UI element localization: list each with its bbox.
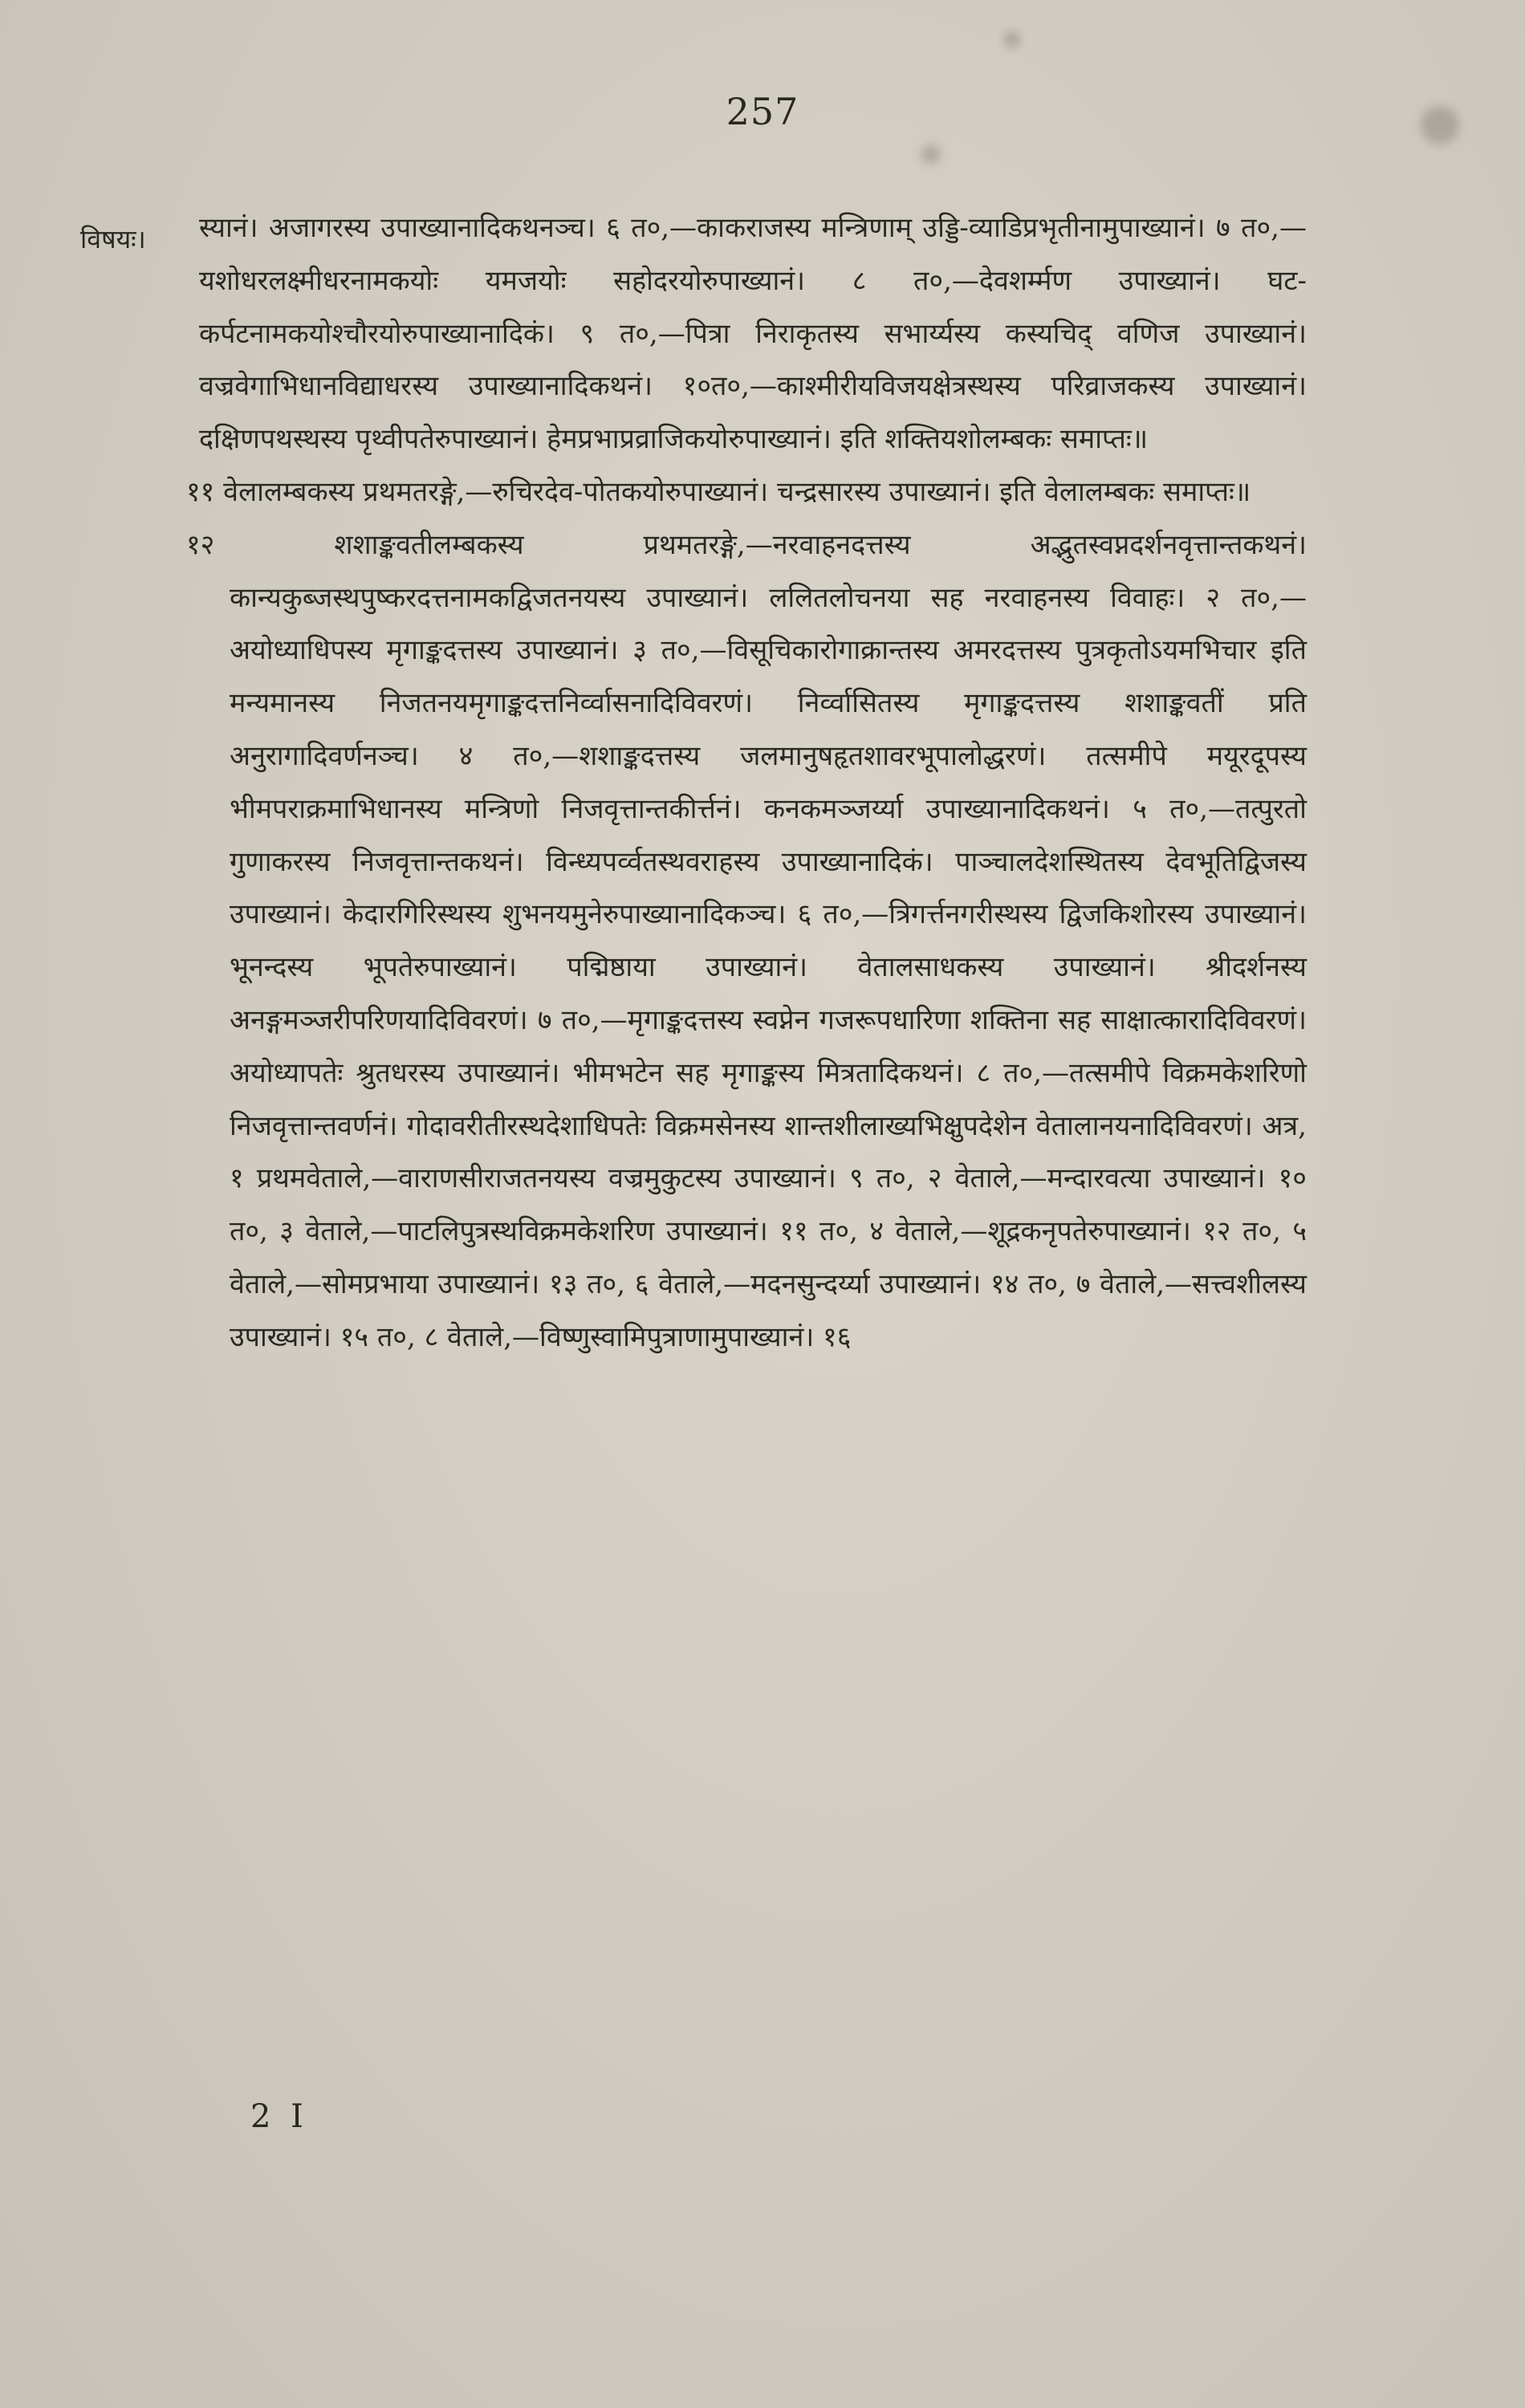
- paragraph: स्यानं। अजागरस्य उपाख्यानादिकथनञ्च। ६ त०,—काकराजस्य मन्त्रिणाम् उड्डि-व्याडिप्रभृतीनामुपाख्यानं। ७ त०,—यशोधरलक्ष्मीधरनामकयोः यमजयोः सहोदरयोरुपाख्यानं। ८ त०,—देवशर्म्मण उपाख्यानं। घट-कर्पटनामकयोश्चौरयोरुपाख्यानादिकं। ९ त०,—पित्रा निराकृतस्य सभार्य्यस्य कस्यचिद् वणिज उपाख्यानं। वज्रवेगाभिधानविद्याधरस्य उपाख्यानादिकथनं। १०त०,—काश्मीरीयविजयक्षेत्रस्थस्य परिव्राजकस्य उपाख्यानं। दक्षिणपथस्थस्य पृथ्वीपतेरुपाख्यानं। हेमप्रभाप्रव्राजिकयोरुपाख्यानं। इति शक्तियशोलम्बकः समाप्तः॥: [199, 212, 1307, 456]
- page-number: 257: [726, 90, 799, 133]
- paragraph: ११ वेलालम्बकस्य प्रथमतरङ्गे,—रुचिरदेव-पोतकयोरुपाख्यानं। चन्द्रसारस्य उपाख्यानं। इति वेलालम्बकः समाप्तः॥: [186, 475, 1251, 508]
- signature-mark: 2 I: [250, 2098, 308, 2135]
- stain-spot: [921, 144, 941, 164]
- margin-label: विषयः।: [80, 224, 146, 254]
- body-text: [186, 202, 1307, 1365]
- paragraph: १२ शशाङ्कवतीलम्बकस्य प्रथमतरङ्गे,—नरवाहनदत्तस्य अद्भुतस्वप्नदर्शनवृत्तान्तकथनं। कान्यकुब्जस्थपुष्करदत्तनामकद्विजतनयस्य उपाख्यानं। ललितलोचनया सह नरवाहनस्य विवाहः। २ त०,—अयोध्याधिपस्य मृगाङ्कदत्तस्य उपाख्यानं। ३ त०,—विसूचिकारोगाक्रान्तस्य अमरदत्तस्य पुत्रकृतोऽयमभिचार इति मन्यमानस्य निजतनयमृगाङ्कदत्तनिर्व्वासनादिविवरणं। निर्व्वासितस्य मृगाङ्कदत्तस्य शशाङ्कवतीं प्रति अनुरागादिवर्णनञ्च। ४ त०,—शशाङ्कदत्तस्य जलमानुषहृतशावरभूपालोद्धरणं। तत्समीपे मयूरदूपस्य भीमपराक्रमाभिधानस्य मन्त्रिणो निजवृत्तान्तकीर्त्तनं। कनकमञ्जर्य्या उपाख्यानादिकथनं। ५ त०,—तत्पुरतो गुणाकरस्य निजवृत्तान्तकथनं। विन्ध्यपर्व्वतस्थवराहस्य उपाख्यानादिकं। पाञ्चालदेशस्थितस्य देवभूतिद्विजस्य उपाख्यानं। केदारगिरिस्थस्य शुभनयमुनेरुपाख्यानादिकञ्च। ६ त०,—त्रिगर्त्तनगरीस्थस्य द्विजकिशोरस्य उपाख्यानं। भूनन्दस्य भूपतेरुपाख्यानं। पद्मिष्ठाया उपाख्यानं। वेतालसाधकस्य उपाख्यानं। श्रीदर्शनस्य अनङ्गमञ्जरीपरिणयादिविवरणं। ७ त०,—मृगाङ्कदत्तस्य स्वप्नेन गजरूपधारिणा शक्तिना सह साक्षात्कारादिविवरणं। अयोध्यापतेः श्रुतधरस्य उपाख्यानं। भीमभटेन सह मृगाङ्कस्य मित्रतादिकथनं। ८ त०,—तत्समीपे विक्रमकेशरिणो निजवृत्तान्तवर्णनं। गोदावरीतीरस्थदेशाधिपतेः विक्रमसेनस्य शान्तशीलाख्यभिक्षुपदेशेन वेतालानयनादिविवरणं। अत्र, १ प्रथमवेताले,—वाराणसीराजतनयस्य वज्रमुकुटस्य उपाख्यानं। ९ त०, २ वेताले,—मन्दारवत्या उपाख्यानं। १० त०, ३ वेताले,—पाटलिपुत्रस्थविक्रमकेशरिण उपाख्यानं। ११ त०, ४ वेताले,—शूद्रकनृपतेरुपाख्यानं। १२ त०, ५ वेताले,—सोमप्रभाया उपाख्यानं। १३ त०, ६ वेताले,—मदनसुन्दर्य्या उपाख्यानं। १४ त०, ७ वेताले,—सत्त्वशीलस्य उपाख्यानं। १५ त०, ८ वेताले,—विष्णुस्वामिपुत्राणामुपाख्यानं। १६: [186, 528, 1307, 1353]
- stain-spot: [1003, 31, 1021, 48]
